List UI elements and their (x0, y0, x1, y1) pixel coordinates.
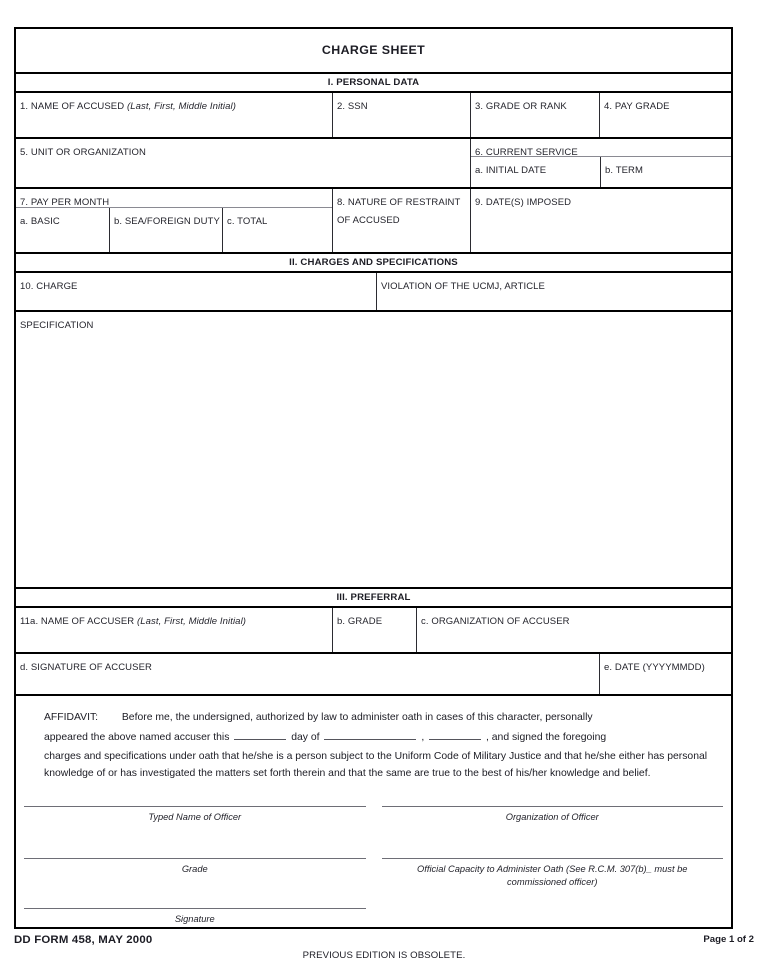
field-basic-pay[interactable] (16, 208, 109, 252)
affidavit-blank-month[interactable] (324, 729, 416, 740)
group-pay-per-month (16, 189, 332, 252)
form-number: DD FORM 458, MAY 2000 (14, 934, 153, 946)
field-signature-of-accuser[interactable] (16, 654, 599, 694)
row-accuser (16, 606, 731, 652)
affidavit-line-2-b: day of (291, 731, 320, 743)
section-header-charges: II. CHARGES AND SPECIFICATIONS (16, 252, 731, 271)
previous-edition-notice: PREVIOUS EDITION IS OBSOLETE. (302, 950, 466, 961)
field-name-of-accuser-hint: (Last, First, Middle Initial) (137, 616, 247, 627)
field-term[interactable] (600, 157, 731, 187)
field-name-of-accused[interactable] (16, 93, 332, 137)
field-total-pay-label: c. TOTAL (227, 216, 268, 227)
row-pay-components (16, 207, 332, 252)
affidavit-line-2-a: appeared the above named accuser this (44, 731, 230, 743)
affidavit-label: AFFIDAVIT: (44, 712, 99, 723)
field-basic-pay-label: a. BASIC (20, 216, 60, 227)
official-capacity-caption: Official Capacity to Administer Oath (See R.C.M. 307(b)_ must be commissioned officer) (417, 864, 688, 887)
field-accuser-grade[interactable] (332, 608, 416, 652)
field-current-service-label: 6. CURRENT SERVICE (475, 147, 578, 156)
field-initial-date-label: a. INITIAL DATE (475, 165, 547, 176)
field-accuser-grade-label: b. GRADE (337, 616, 383, 627)
field-charge-label: 10. CHARGE (20, 281, 78, 292)
organization-of-officer-caption: Organization of Officer (505, 812, 599, 822)
field-charge[interactable] (16, 273, 376, 310)
field-initial-date[interactable] (471, 157, 600, 187)
field-officer-grade[interactable] (16, 858, 374, 908)
officer-grade-capacity-block (16, 858, 731, 908)
affidavit-line-3: charges and specifications under oath that he/she is a person subject to the Uniform Code of Military Justice and that he/she either has personal knowledge of or has investigated the matters set forth therein and that the same are true to the best of his/her knowledge and belief. (44, 751, 708, 779)
affidavit-line-1 (44, 708, 713, 728)
field-ssn[interactable] (332, 93, 470, 137)
field-unit-or-organization[interactable] (16, 139, 470, 186)
field-organization-of-accuser-label: c. ORGANIZATION OF ACCUSER (421, 616, 570, 627)
row-pay-and-restraint (16, 187, 731, 252)
field-sea-foreign-duty-label: b. SEA/FOREIGN DUTY (114, 216, 220, 227)
field-pay-per-month (16, 189, 332, 207)
row-grade-capacity (16, 858, 731, 908)
field-pay-grade[interactable] (599, 93, 731, 137)
affidavit-line-2 (44, 728, 713, 748)
field-total-pay[interactable] (222, 208, 332, 252)
field-specification[interactable] (16, 310, 731, 587)
field-accuser-date[interactable] (599, 654, 731, 694)
field-name-of-accuser[interactable] (16, 608, 332, 652)
affidavit-blank-year[interactable] (429, 729, 481, 740)
signature-caption: Signature (174, 914, 215, 924)
field-dates-imposed[interactable] (470, 189, 731, 252)
row-accused-identity (16, 91, 731, 137)
section-header-preferral: III. PREFERRAL (16, 587, 731, 606)
typed-name-of-officer-caption: Typed Name of Officer (148, 812, 242, 822)
field-grade-or-rank-label: 3. GRADE OR RANK (475, 101, 567, 112)
field-organization-of-accuser[interactable] (416, 608, 731, 652)
grade-caption: Grade (181, 864, 208, 874)
field-specification-label: SPECIFICATION (20, 320, 94, 331)
field-ssn-label: 2. SSN (337, 101, 368, 112)
row-accuser-signature (16, 652, 731, 694)
field-signature-of-accuser-label: d. SIGNATURE OF ACCUSER (20, 662, 152, 673)
field-official-capacity[interactable] (374, 858, 732, 908)
field-pay-per-month-label: 7. PAY PER MONTH (20, 197, 110, 207)
field-sea-foreign-duty-pay[interactable] (109, 208, 222, 252)
row-service-dates (471, 156, 731, 187)
affidavit-line-1-text: Before me, the undersigned, authorized by law to administer oath in cases of this character, personally (121, 712, 593, 723)
field-accuser-date-label: e. DATE (YYYYMMDD) (604, 662, 705, 673)
field-name-of-accused-hint: (Last, First, Middle Initial) (126, 101, 236, 112)
row-unit-and-service (16, 137, 731, 187)
field-violation-label: VIOLATION OF THE UCMJ, ARTICLE (381, 281, 545, 292)
field-name-of-accuser-label: 11a. NAME OF ACCUSER (20, 616, 135, 627)
row-charge (16, 271, 731, 310)
form-footer (14, 934, 754, 974)
page-title: CHARGE SHEET (321, 43, 426, 57)
affidavit-line-2-d: , and signed the foregoing (485, 731, 607, 743)
section-header-personal-data: I. PERSONAL DATA (16, 72, 731, 91)
field-nature-of-restraint[interactable] (332, 189, 470, 252)
field-unit-or-organization-label: 5. UNIT OR ORGANIZATION (20, 147, 146, 158)
group-current-service (470, 139, 731, 187)
affidavit-blank-day[interactable] (234, 729, 286, 740)
field-current-service (471, 139, 731, 156)
officer-name-org-block (16, 792, 731, 858)
field-name-of-accused-label: 1. NAME OF ACCUSED (20, 101, 125, 112)
field-organization-of-officer[interactable] (374, 806, 732, 858)
charge-sheet-form (14, 27, 733, 929)
affidavit-line-2-c: , (421, 731, 425, 743)
page-indicator: Page 1 of 2 (703, 934, 754, 945)
field-grade-or-rank[interactable] (470, 93, 599, 137)
field-pay-grade-label: 4. PAY GRADE (604, 101, 670, 112)
affidavit-block (16, 694, 731, 792)
field-term-label: b. TERM (605, 165, 644, 176)
row-typed-name-organization (16, 806, 731, 858)
field-dates-imposed-label: 9. DATE(S) IMPOSED (475, 197, 572, 208)
field-nature-of-restraint-label: 8. NATURE OF RESTRAINT OF ACCUSED (337, 197, 461, 226)
field-violation-article[interactable] (376, 273, 731, 310)
field-typed-name-of-officer[interactable] (16, 806, 374, 858)
